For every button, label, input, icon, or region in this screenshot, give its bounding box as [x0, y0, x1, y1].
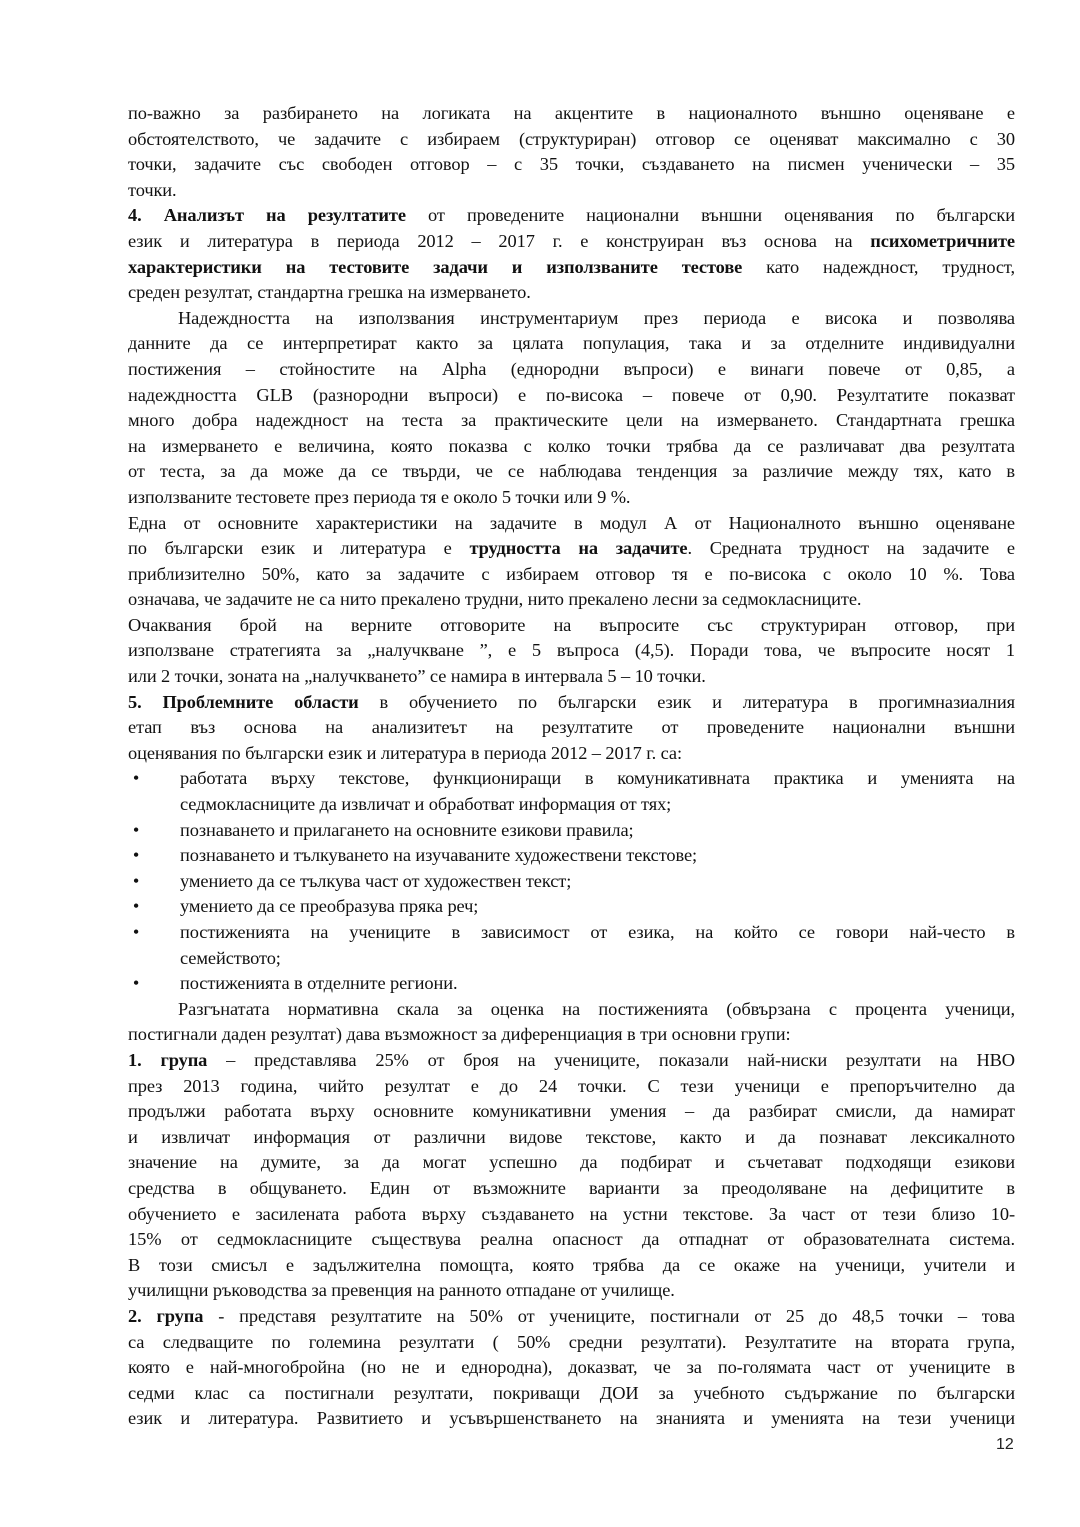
text-line [128, 383, 1015, 409]
text-line [128, 1022, 1015, 1048]
text-line [128, 1406, 1015, 1432]
paragraph [128, 203, 1015, 305]
text-run: в обучението по български език и литература в прогимназиалния [358, 691, 1015, 712]
text-run: точки. [128, 179, 177, 200]
text-run: средства в общуването. Един от възможните варианти за преодоляване на дефицитите в [128, 1177, 1015, 1198]
bold-text: характеристики на тестовите задачи и използваните тестове [128, 256, 743, 277]
text-line [128, 613, 1015, 639]
text-run: от проведените национални външни оценявания по български [405, 205, 1015, 226]
text-line [128, 664, 1015, 690]
text-line [128, 178, 1015, 204]
text-run: постиженията на учениците в зависимост от езика, на който се говори най-често в [180, 922, 1015, 942]
text-line [128, 690, 1015, 716]
text-run: като надеждност, трудност, [742, 256, 1015, 277]
text-line [128, 1202, 1015, 1228]
bullet-item [128, 894, 1015, 920]
text-line [128, 997, 1015, 1023]
text-run: етап въз основа на анализитеът на резултатите от проведените национални външни [128, 717, 1015, 738]
page-number: 12 [996, 1436, 1014, 1453]
bullet-icon: • [132, 768, 140, 789]
text-line [180, 920, 1015, 946]
text-run: училищни ръководства за превенция на ранното отпадане от училище. [128, 1280, 675, 1301]
text-line [128, 1253, 1015, 1279]
bold-text: психометричните [870, 230, 1015, 251]
text-line [128, 127, 1015, 153]
bullet-item [128, 869, 1015, 895]
text-run: по български език и литература е [128, 538, 470, 559]
text-line [128, 1304, 1015, 1330]
text-line [128, 485, 1015, 511]
text-line [128, 1099, 1015, 1125]
text-line [128, 741, 1015, 767]
text-run: от теста, за да може да се твърди, че се наблюдава тенденция за различие между тях, като в [128, 461, 1015, 482]
text-run: са следващите по големина резултати ( 50% средни резултати). Резултатите на втората група, [128, 1331, 1015, 1352]
text-line [180, 792, 1015, 818]
bold-text: 4. Анализът на резултатите [128, 205, 406, 226]
text-line [180, 971, 1015, 997]
text-line [128, 715, 1015, 741]
text-run: - представя резултатите на 50% от учениците, постигнали от 25 до 48,5 точки – това [203, 1305, 1015, 1326]
text-run: В този смисъл е задължителна помощта, която трябва да се окаже на ученици, учители и [128, 1254, 1015, 1275]
text-line [128, 562, 1015, 588]
text-line [128, 434, 1015, 460]
text-run: Разгънатата нормативна скала за оценка на постиженията (обвързана с процента ученици, [178, 998, 1015, 1019]
text-line [180, 766, 1015, 792]
bullet-icon: • [132, 922, 140, 942]
paragraph [128, 1304, 1015, 1432]
text-run: обстоятелството, че задачите с избираем (структуриран) отговор се оценяват максимално с 30 [128, 128, 1015, 149]
text-line [128, 459, 1015, 485]
text-run: обучението е засилената работа върху създаването на устни текстове. За част от тези близо 10- [128, 1203, 1015, 1224]
text-run: през 2013 година, чийто резултат е до 24 точки. С тези ученици е препоръчително да [128, 1075, 1015, 1096]
text-line [128, 255, 1015, 281]
bold-text: 1. група [128, 1049, 208, 1070]
text-line [128, 1278, 1015, 1304]
text-line [128, 229, 1015, 255]
paragraph [128, 690, 1015, 767]
text-line [128, 1355, 1015, 1381]
text-line [128, 357, 1015, 383]
text-run: използване стратегията за „налучкване ”, е 5 въпроса (4,5). Поради това, че въпросите носят 1 [128, 640, 1015, 661]
text-line [128, 587, 1015, 613]
text-run: много добра надеждност на теста за практическите цели на измерването. Стандартната грешка [128, 410, 1015, 431]
text-run: език и литература в периода 2012 – 2017 г. е конструиран въз основа на [128, 230, 871, 251]
text-run: означава, че задачите не са нито прекалено трудни, нито прекалено лесни за седмокласниците. [128, 589, 862, 610]
text-run: или 2 точки, зоната на „налучкването” се намира в интервала 5 – 10 точки. [128, 666, 706, 687]
text-line [128, 536, 1015, 562]
text-line [128, 101, 1015, 127]
text-run: умението да се преобразува пряка реч; [180, 896, 479, 917]
paragraph [128, 613, 1015, 690]
text-line [128, 280, 1015, 306]
bold-text: 5. Проблемните области [128, 691, 359, 712]
text-line [128, 511, 1015, 537]
paragraph [128, 101, 1015, 203]
text-line [128, 1381, 1015, 1407]
text-line [180, 869, 1015, 895]
text-line [128, 408, 1015, 434]
bold-text: трудността на задачите [469, 538, 688, 559]
text-run: значение на думите, за да могат успешно да подбират и съчетават подходящи езикови [128, 1152, 1015, 1173]
text-line [128, 203, 1015, 229]
text-run: точки, задачите със свободен отговор – с 35 точки, създаването на писмен ученически – 35 [128, 154, 1015, 175]
bullet-item [128, 818, 1015, 844]
text-run: работата върху текстове, функциониращи в комуникативната практика и уменията на [180, 768, 1015, 789]
text-line [128, 331, 1015, 357]
text-run: по-важно за разбирането на логиката на акцентите в националното външно оценяване е [128, 103, 1015, 123]
text-run: Една от основните характеристики на задачите в модул А от Националното външно оценяване [128, 512, 1015, 533]
text-run: използваните тестовете през периода тя е около 5 точки или 9 %. [128, 486, 631, 507]
bullet-icon: • [132, 845, 140, 866]
text-run: . Средната трудност на задачите е [687, 538, 1015, 559]
text-line [128, 1227, 1015, 1253]
text-run: оценявания по български език и литература в периода 2012 – 2017 г. са: [128, 742, 682, 763]
text-run: умението да се тълкува част от художествен текст; [180, 870, 572, 891]
text-run: – представлява 25% от броя на учениците, показали най-ниски резултати на НВО [207, 1049, 1015, 1070]
text-run: Очаквания брой на верните отговорите на въпросите със структуриран отговор, при [128, 614, 1015, 635]
text-line [128, 638, 1015, 664]
bullet-item [128, 766, 1015, 817]
paragraph [128, 997, 1015, 1048]
text-run: познаването и прилагането на основните езикови правила; [180, 819, 634, 840]
text-run: 15% от седмокласниците съществува реална опасност да отпаднат от образователната система. [128, 1229, 1015, 1250]
paragraph [128, 511, 1015, 613]
text-run: постигнали даден резултат) дава възможност за диференциация в три основни групи: [128, 1024, 791, 1045]
text-line [180, 818, 1015, 844]
bullet-icon: • [132, 973, 140, 994]
text-run: която е най-многобройна (но не и еднородна), доказват, че за по-голямата част от учениците в [128, 1357, 1015, 1378]
text-run: познаването и тълкуването на изучаваните художествени текстове; [180, 845, 698, 866]
paragraph [128, 1048, 1015, 1304]
text-run: приблизително 50%, като за задачите с избираем отговор тя е по-висока с около 10 %. Това [128, 563, 1015, 584]
text-run: Надеждността на използвания инструментариум през периода е висока и позволява [178, 307, 1015, 328]
text-line [180, 946, 1015, 972]
text-run: постижения – стойностите на Alpha (еднородни въпроси) е винаги повече от 0,85, а [128, 358, 1015, 379]
bullet-icon: • [132, 870, 140, 891]
text-run: седмокласниците да извличат и обработват информация от тях; [180, 794, 672, 815]
document-body [128, 101, 1015, 1432]
text-run: среден резултат, стандартна грешка на измерването. [128, 282, 531, 303]
text-line [128, 1176, 1015, 1202]
bold-text: 2. група [128, 1305, 204, 1326]
bullet-item [128, 971, 1015, 997]
text-run: постиженията в отделните региони. [180, 973, 458, 994]
text-line [180, 894, 1015, 920]
bullet-item [128, 843, 1015, 869]
text-run: език и литература. Развитието и усъвършенстването на знанията и уменията на тези ученици [128, 1408, 1015, 1429]
text-run: надеждността GLB (разнородни въпроси) е по-висока – повече от 0,90. Резултатите показват [128, 384, 1015, 405]
bullet-item [128, 920, 1015, 971]
text-line [128, 1048, 1015, 1074]
text-run: продължи работата върху основните комуникативни умения – да разбират смисли, да намират [128, 1101, 1015, 1122]
text-line [128, 1330, 1015, 1356]
text-line [128, 1074, 1015, 1100]
text-line [180, 843, 1015, 869]
bullet-icon: • [132, 819, 140, 840]
text-line [128, 306, 1015, 332]
text-line [128, 152, 1015, 178]
text-run: семейството; [180, 947, 281, 968]
text-run: данните да се интерпретират както за цялата популация, така и за отделните индивидуални [128, 333, 1015, 354]
text-run: на измерването е величина, която показва с колко точки трябва да се различават два резултата [128, 435, 1015, 456]
text-run: и извличат информация от различни видове текстове, както и да познават лексикалното [128, 1126, 1015, 1147]
text-line [128, 1125, 1015, 1151]
paragraph [128, 306, 1015, 511]
bullet-icon: • [132, 896, 140, 917]
text-line [128, 1150, 1015, 1176]
text-run: седми клас са постигнали резултати, покриващи ДОИ за учебното съдържание по български [128, 1382, 1015, 1403]
